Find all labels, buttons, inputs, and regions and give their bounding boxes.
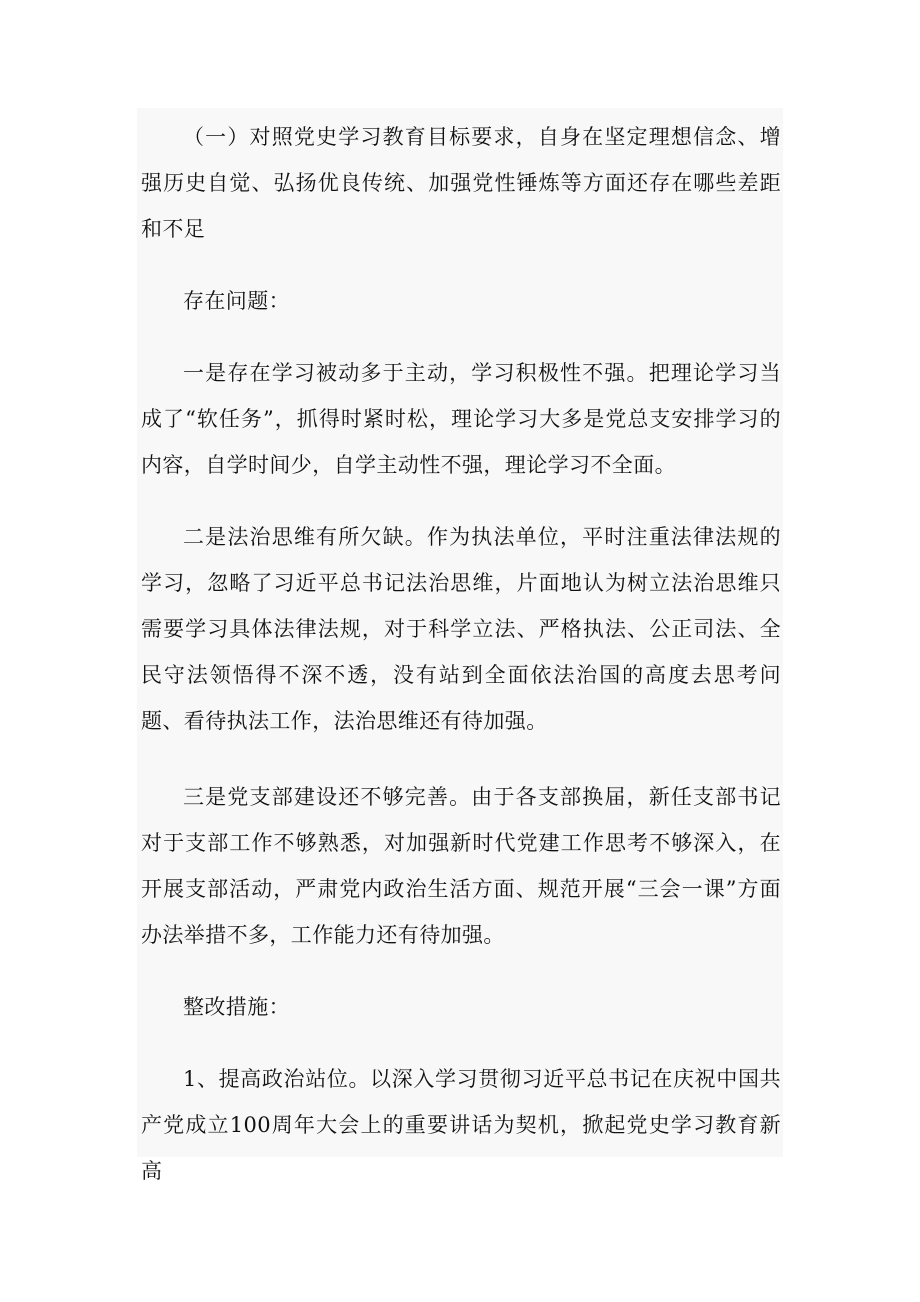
problems-heading: 存在问题： xyxy=(183,289,290,313)
measures-heading: 整改措施： xyxy=(183,995,290,1019)
problem-1-paragraph: 一是存在学习被动多于主动，学习积极性不强。把理论学习当成了“软任务”，抓得时紧时松，理论学习大多是党总支安排学习的内容，自学时间少，自学主动性不强，理论学习不全面。 xyxy=(141,361,781,477)
problem-3-paragraph: 三是党支部建设还不够完善。由于各支部换届，新任支部书记对于支部工作不够熟悉，对加强新时代党建工作思考不够深入，在开展支部活动，严肃党内政治生活方面、规范开展“三会一课”方面办法举措不多，工作能力还有待加强。 xyxy=(141,785,781,947)
section-title: （一）对照党史学习教育目标要求，自身在坚定理想信念、增强历史自觉、弘扬优良传统、加强党性锤炼等方面还存在哪些差距和不足 xyxy=(141,125,781,241)
measure-1-paragraph: 1、提高政治站位。以深入学习贯彻习近平总书记在庆祝中国共产党成立100周年大会上的重要讲话为契机，掀起党史学习教育新高 xyxy=(141,1067,781,1183)
problem-2-paragraph: 二是法治思维有所欠缺。作为执法单位，平时注重法律法规的学习，忽略了习近平总书记法治思维，片面地认为树立法治思维只需要学习具体法律法规，对于科学立法、严格执法、公正司法、全民守法领悟得不深不透，没有站到全面依法治国的高度去思考问题、看待执法工作，法治思维还有待加强。 xyxy=(141,525,781,733)
